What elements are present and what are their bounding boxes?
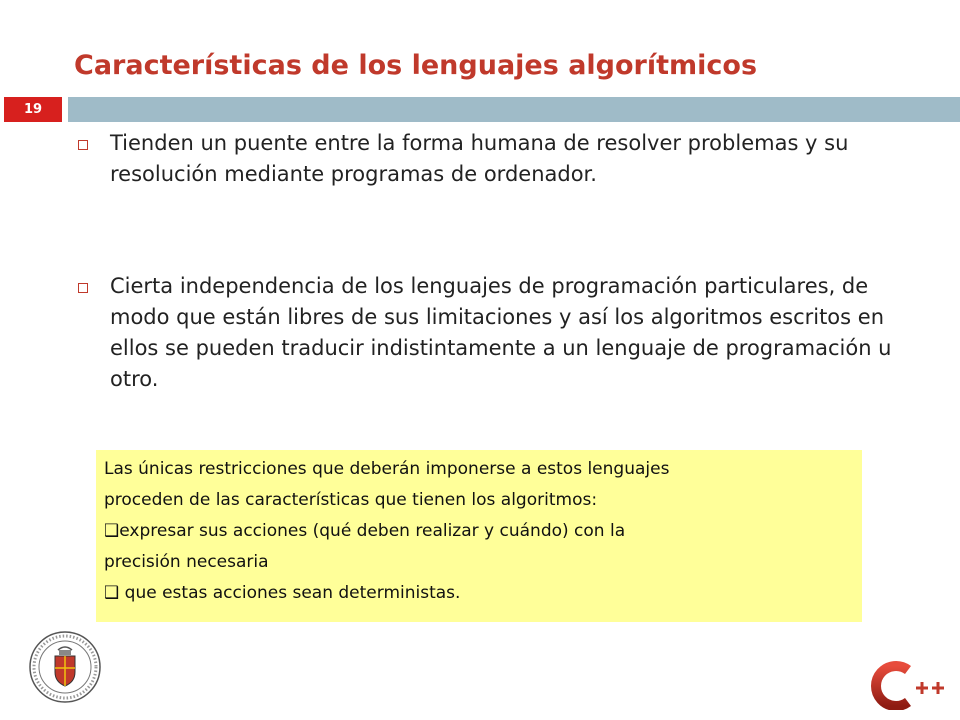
bullet-text: Cierta independencia de los lenguajes de programación particulares, de modo que están libres de sus limitaciones y así los algoritmos escritos en ellos se pueden traducir indistintamente a un lenguaje de programación u otro.: [110, 274, 892, 391]
square-bullet-icon: [78, 140, 88, 150]
callout-item: [104, 578, 854, 609]
title-rule-bar: [68, 97, 960, 122]
bullet-item: [78, 128, 900, 190]
checkbox-bullet-icon: ❑: [104, 583, 120, 603]
bullet-item: [78, 271, 900, 395]
callout-intro-line: Las únicas restricciones que deberán imponerse a estos lenguajes: [104, 459, 670, 479]
callout-item-continuation: precisión necesaria: [104, 552, 269, 572]
bullet-text: Tienden un puente entre la forma humana de resolver problemas y su resolución mediante programas de ordenador.: [110, 131, 849, 186]
slide-title: Características de los lenguajes algorítmicos: [74, 50, 758, 81]
callout-item-text: que estas acciones sean deterministas.: [119, 583, 461, 603]
square-bullet-icon: [78, 283, 88, 293]
cpp-logo: [870, 660, 950, 710]
callout-box: [96, 450, 862, 622]
callout-item-text: expresar sus acciones (qué deben realizar y cuándo) con la: [119, 521, 626, 541]
callout-item: [104, 516, 854, 547]
slide-number-badge: 19: [4, 97, 62, 122]
university-seal-icon: [28, 630, 102, 704]
checkbox-bullet-icon: ❑: [104, 521, 120, 541]
callout-intro-line: proceden de las características que tienen los algoritmos:: [104, 490, 598, 510]
